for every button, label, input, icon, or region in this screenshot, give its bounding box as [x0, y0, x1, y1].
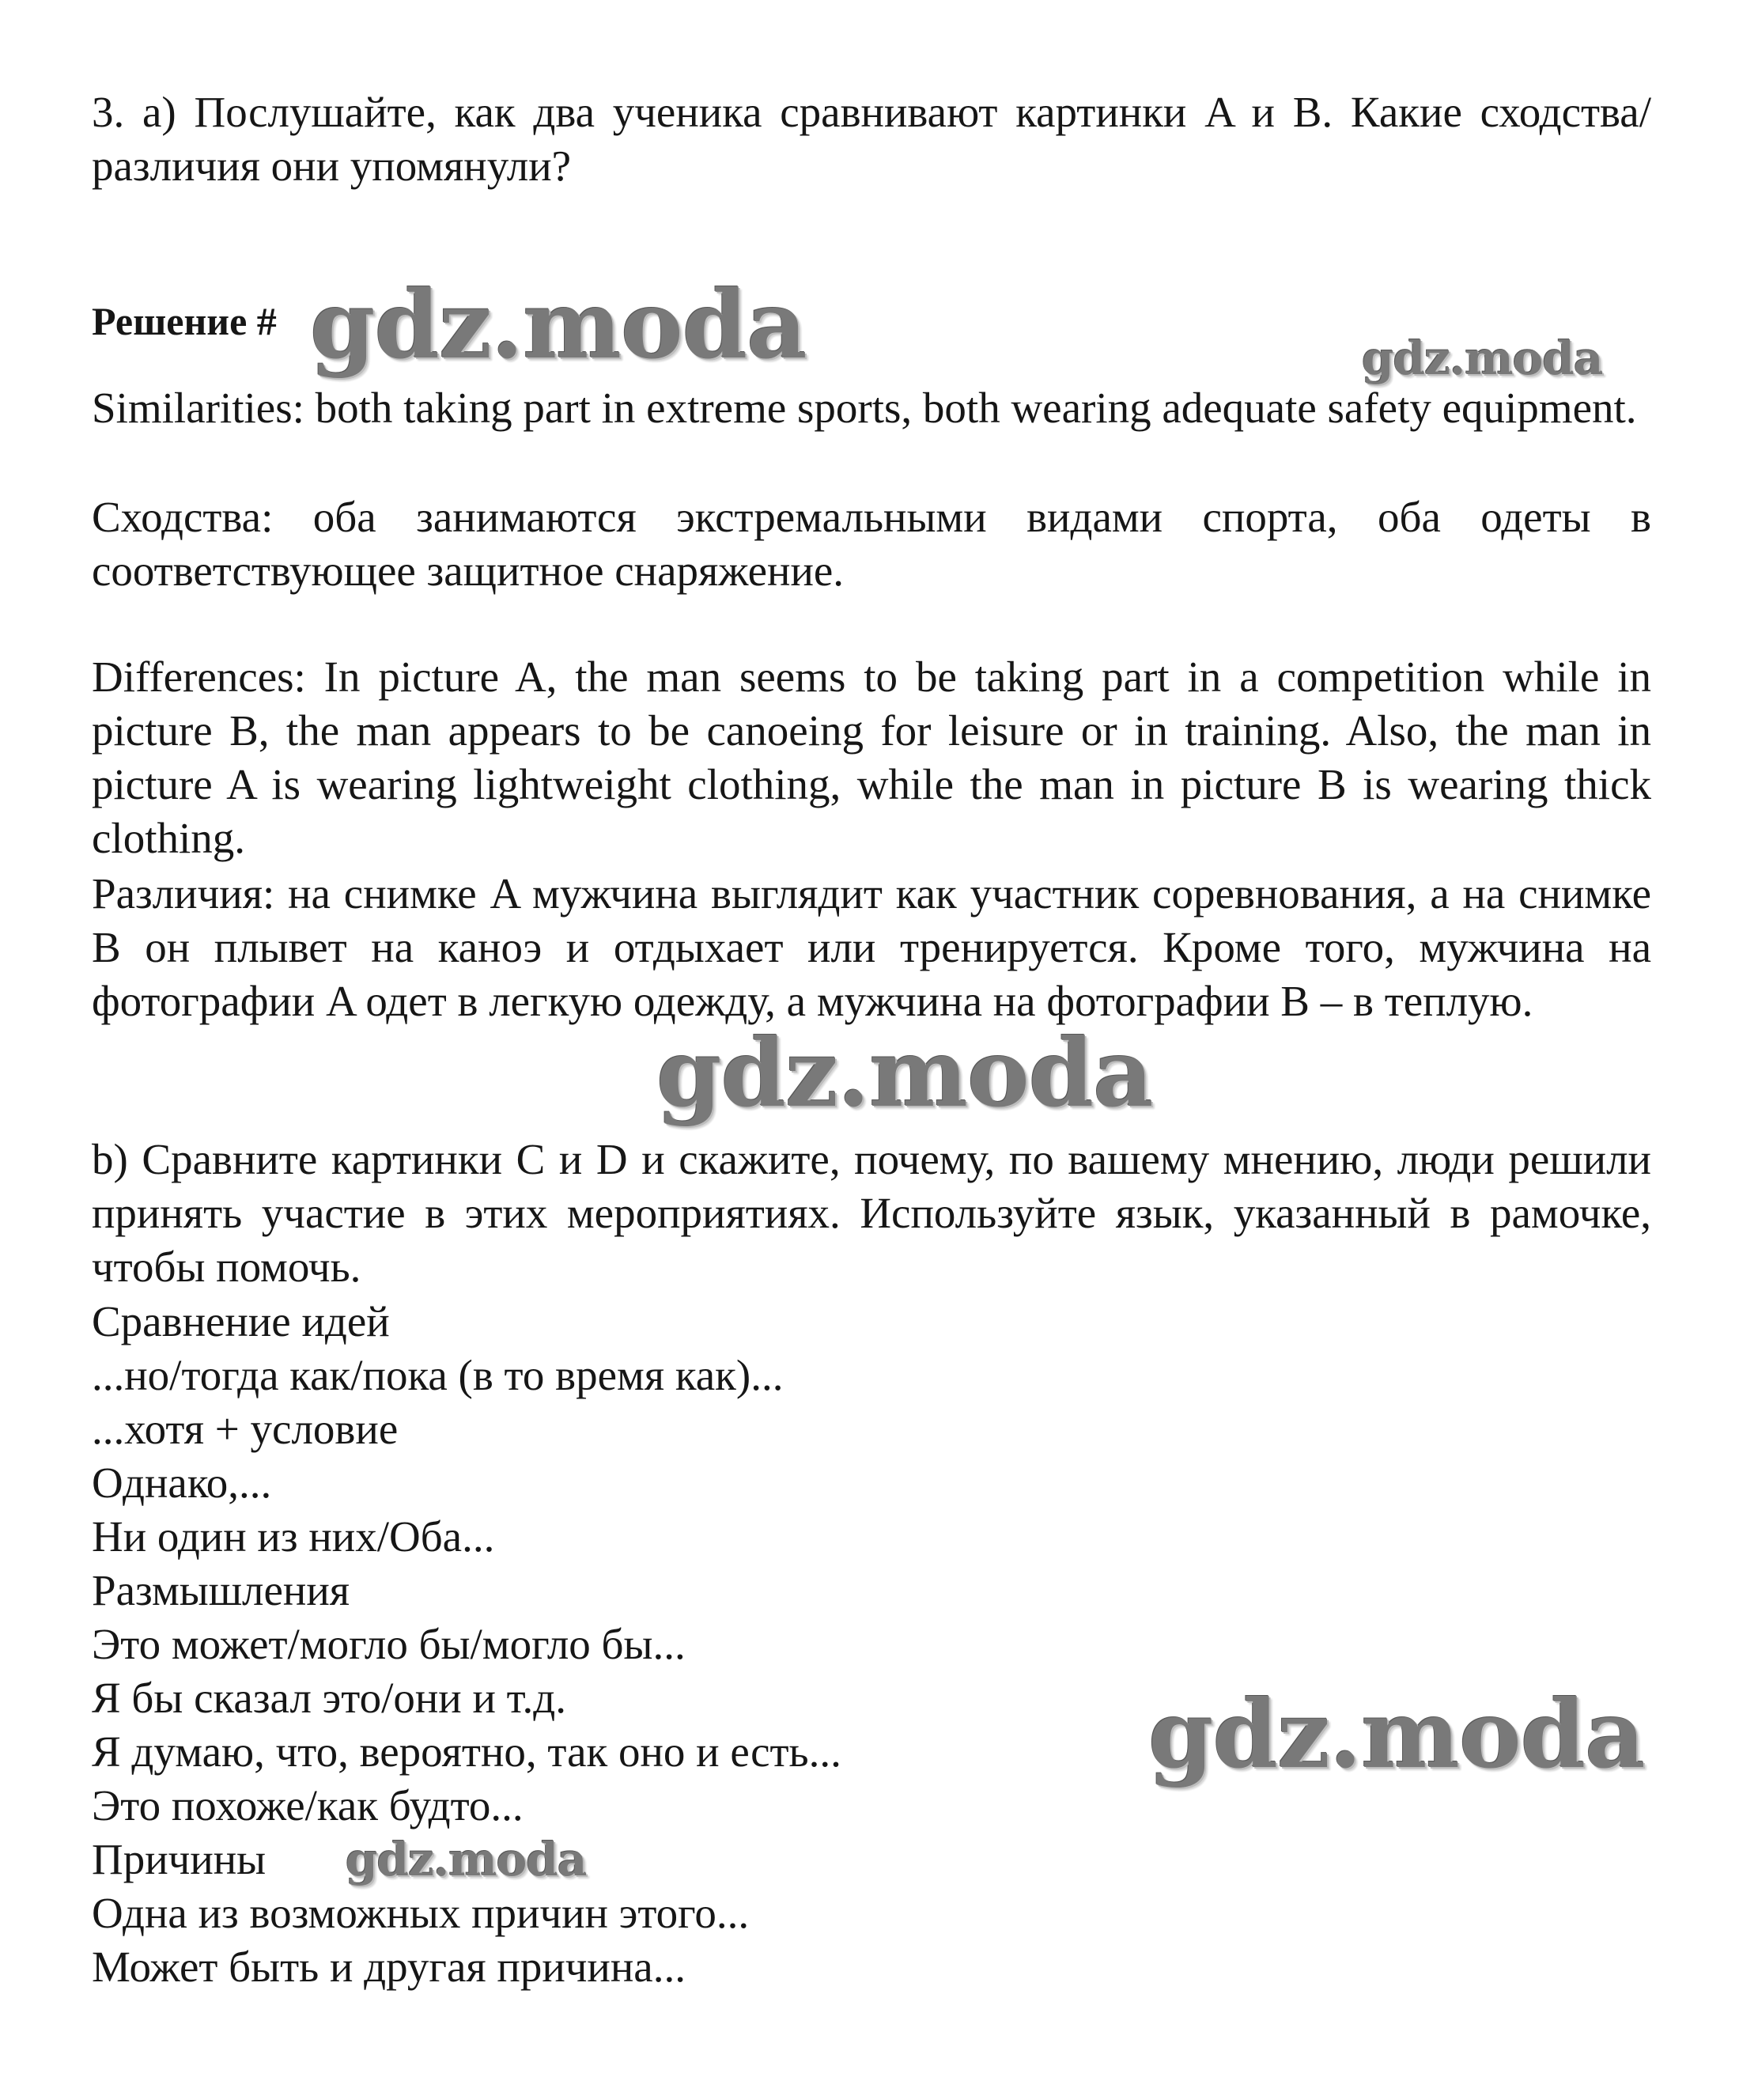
watermark-logo: gdz.moda — [310, 270, 807, 380]
phrase-list — [92, 1295, 1651, 1994]
similarities-ru-text: Сходства: оба занимаются экстремальными видами спорта, оба одеты в соответствующее защитное снаряжение. — [92, 493, 1651, 595]
phrase-line: ...но/тогда как/пока (в то время как)... — [92, 1351, 784, 1399]
differences-en-text: Differences: In picture A, the man seems to be taking part in a competition while in picture B, the man appears to be canoeing for leisure or in training. Also, the man in picture A is wearing lightweight clothing, while the man in picture B is wearing thick clothing. — [92, 653, 1651, 862]
differences-ru — [92, 867, 1651, 1028]
phrase-line: Однако,... — [92, 1459, 272, 1507]
phrase-heading-reasons: Причины — [92, 1835, 267, 1883]
solution-label: Решение # — [92, 299, 277, 343]
phrase-line: Я бы сказал это/они и т.д. — [92, 1674, 567, 1722]
task-intro-text: 3. а) Послушайте, как два ученика сравнивают картинки A и B. Какие сходства/различия они упомянули? — [92, 88, 1651, 190]
watermark-logo: gdz.moda — [1362, 331, 1603, 385]
phrase-line: Может быть и другая причина... — [92, 1943, 686, 1991]
part-b-intro — [92, 1133, 1651, 1294]
phrase-heading-comparing: Сравнение идей — [92, 1297, 390, 1345]
phrase-line: Это похоже/как будто... — [92, 1781, 524, 1829]
differences-en — [92, 650, 1651, 865]
phrase-line: Это может/могло бы/могло бы... — [92, 1620, 686, 1668]
differences-ru-text: Различия: на снимке A мужчина выглядит как участник соревнования, а на снимке B он плывет на каноэ и отдыхает или тренируется. Кроме того, мужчина на фотографии A одет в легкую одежду, а мужчина на фотографии B – в теплую. — [92, 869, 1651, 1025]
similarities-en-text: Similarities: both taking part in extreme sports, both wearing adequate safety equipment. — [92, 384, 1637, 432]
phrase-line: Ни один из них/Оба... — [92, 1512, 495, 1561]
similarities-en — [92, 381, 1651, 435]
similarities-ru — [92, 490, 1651, 598]
task-intro — [92, 85, 1651, 193]
watermark-logo: gdz.moda — [346, 1833, 587, 1886]
watermark-logo: gdz.moda — [1148, 1679, 1645, 1789]
phrase-line: Одна из возможных причин этого... — [92, 1889, 750, 1937]
phrase-heading-speculating: Размышления — [92, 1566, 350, 1614]
phrase-line: Я думаю, что, вероятно, так оно и есть... — [92, 1727, 841, 1776]
part-b-intro-text: b) Сравните картинки C и D и скажите, почему, по вашему мнению, люди решили принять участие в этих мероприятиях. Используйте язык, указанный в рамочке, чтобы помочь. — [92, 1135, 1651, 1291]
phrase-line: ...хотя + условие — [92, 1405, 399, 1453]
watermark-logo: gdz.moda — [656, 1018, 1153, 1128]
